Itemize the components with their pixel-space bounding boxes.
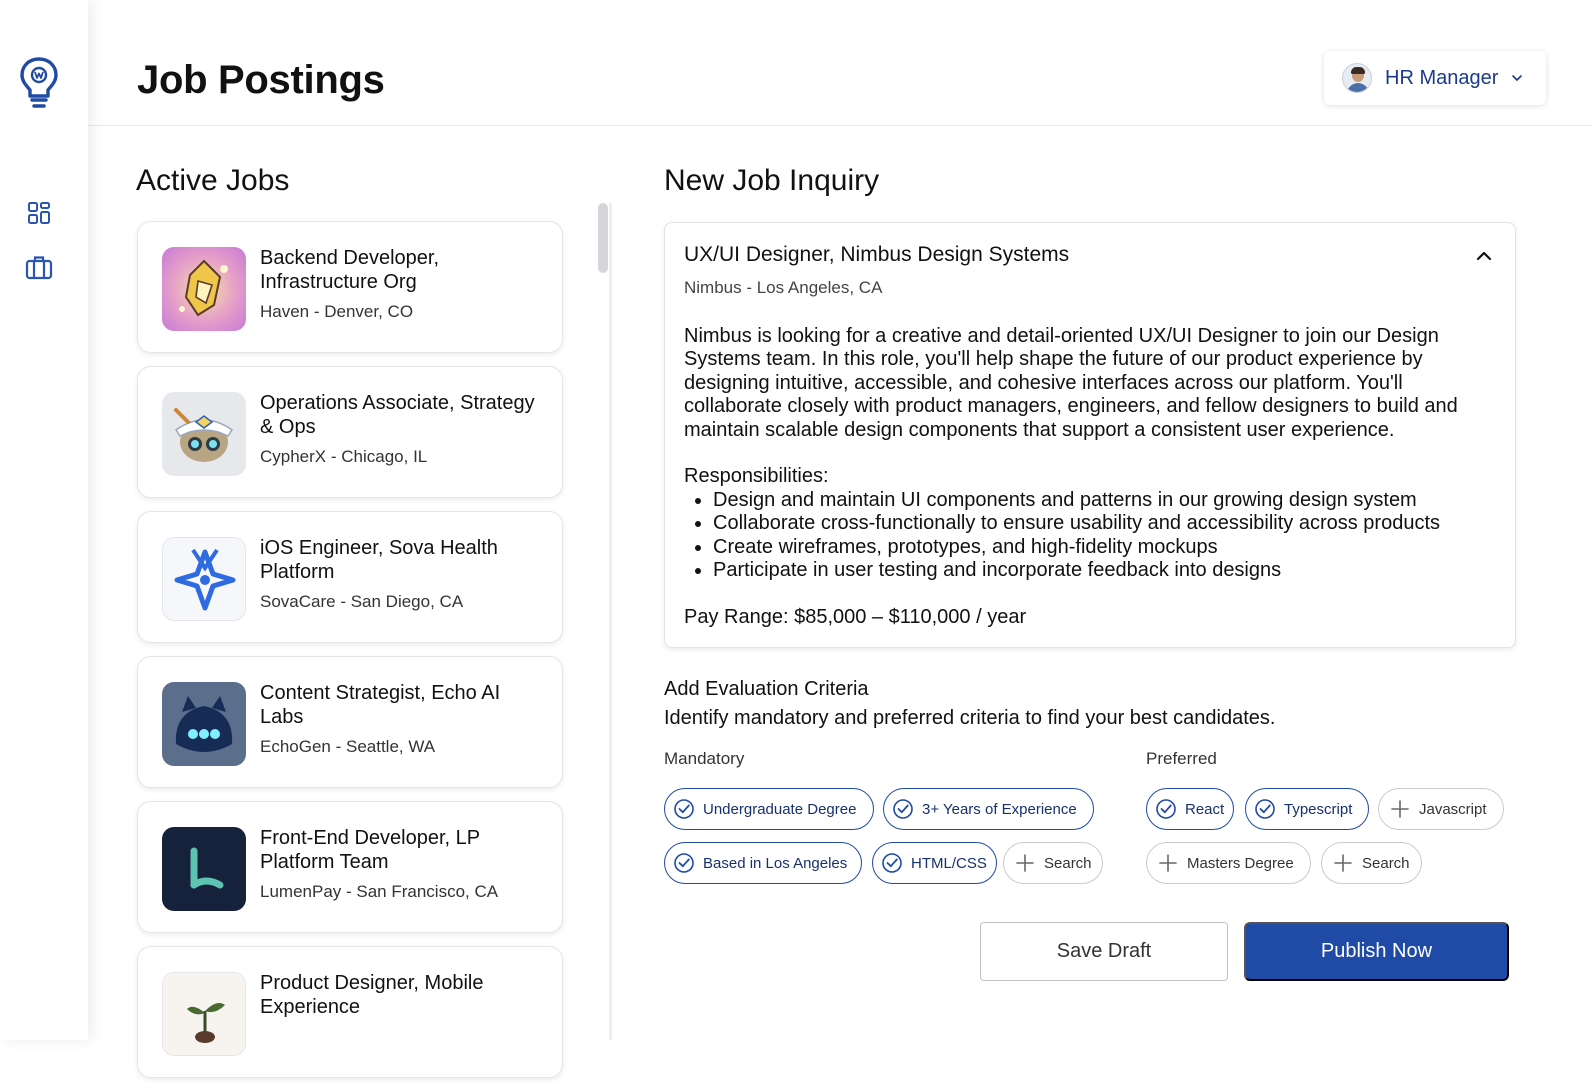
scroll-track — [609, 203, 612, 1040]
inquiry-job-title: UX/UI Designer, Nimbus Design Systems — [684, 243, 1070, 266]
criteria-chip-selected[interactable] — [664, 788, 874, 830]
chip-label: Typescript — [1284, 800, 1353, 818]
job-title: iOS Engineer, Sova Health Platform — [260, 537, 498, 583]
list-item: • Create wireframes, prototypes, and high-fidelity mockups — [713, 536, 1499, 559]
page-header — [88, 0, 1592, 126]
sovacare-logo — [162, 537, 246, 621]
dashboard-grid-icon[interactable] — [26, 200, 52, 226]
mandatory-label: Mandatory — [664, 749, 745, 768]
check-circle-icon — [881, 852, 903, 874]
criteria-chip-selected[interactable] — [883, 788, 1094, 830]
lumenpay-logo — [162, 827, 246, 911]
job-company-location: LumenPay - San Francisco, CA — [260, 882, 499, 901]
echogen-logo — [162, 682, 246, 766]
responsibilities-list — [713, 489, 1499, 583]
criteria-search-chip[interactable] — [1003, 842, 1103, 884]
publish-now-button[interactable]: Publish Now — [1244, 922, 1509, 981]
job-card[interactable] — [137, 511, 563, 643]
job-title: Front-End Developer, LP Platform Team — [260, 827, 480, 873]
active-jobs-list — [137, 221, 563, 1091]
check-circle-icon — [892, 798, 914, 820]
job-company-location: SovaCare - San Diego, CA — [260, 592, 464, 611]
plus-icon — [1332, 852, 1354, 874]
job-title: Backend Developer, Infrastructure Org — [260, 247, 440, 293]
chip-label: Masters Degree — [1187, 854, 1294, 872]
job-company-location: Haven - Denver, CO — [260, 302, 414, 321]
scrollbar-thumb[interactable] — [598, 203, 608, 273]
chip-label: HTML/CSS — [911, 854, 987, 872]
plus-icon — [1389, 798, 1411, 820]
check-circle-icon — [673, 798, 695, 820]
criteria-add-chip[interactable] — [1378, 788, 1504, 830]
list-item: • Design and maintain UI components and patterns in our growing design system — [713, 489, 1499, 512]
criteria-title: Add Evaluation Criteria — [664, 678, 869, 700]
criteria-chip-selected[interactable] — [1146, 788, 1234, 830]
sprout-logo — [162, 972, 246, 1056]
check-circle-icon — [1254, 798, 1276, 820]
responsibilities-label: Responsibilities: — [684, 465, 829, 488]
criteria-subtitle: Identify mandatory and preferred criteria to find your best candidates. — [664, 707, 1276, 729]
sidebar — [0, 0, 88, 1040]
job-card[interactable] — [137, 801, 563, 933]
preferred-label: Preferred — [1146, 749, 1217, 768]
chip-label: Search — [1362, 854, 1410, 872]
criteria-chip-selected[interactable] — [1245, 788, 1369, 830]
avatar — [1342, 63, 1372, 93]
job-card[interactable] — [137, 946, 563, 1078]
job-card[interactable] — [137, 656, 563, 788]
job-card[interactable] — [137, 366, 563, 498]
job-title: Product Designer, Mobile Experience — [260, 972, 484, 1018]
job-title: Content Strategist, Echo AI Labs — [260, 682, 501, 728]
plus-icon — [1014, 852, 1036, 874]
job-company-location: CypherX - Chicago, IL — [260, 447, 428, 466]
job-company-location: EchoGen - Seattle, WA — [260, 737, 436, 756]
job-title: Operations Associate, Strategy & Ops — [260, 392, 535, 438]
briefcase-icon[interactable] — [25, 254, 53, 280]
pay-range: Pay Range: $85,000 – $110,000 / year — [684, 605, 1027, 628]
new-job-inquiry-title: New Job Inquiry — [664, 164, 880, 197]
check-circle-icon — [1155, 798, 1177, 820]
chip-label: Undergraduate Degree — [703, 800, 857, 818]
save-draft-button[interactable]: Save Draft — [980, 922, 1228, 981]
page-title: Job Postings — [137, 58, 385, 102]
cypherx-logo — [162, 392, 246, 476]
chip-label: React — [1185, 800, 1225, 818]
chip-label: Javascript — [1419, 800, 1487, 818]
criteria-chip-selected[interactable] — [664, 842, 862, 884]
chevron-up-icon[interactable] — [1475, 247, 1493, 265]
check-circle-icon — [673, 852, 695, 874]
job-inquiry-panel — [664, 222, 1516, 648]
lightbulb-logo-icon[interactable] — [19, 56, 59, 110]
plus-icon — [1157, 852, 1179, 874]
inquiry-company-location: Nimbus - Los Angeles, CA — [684, 278, 883, 297]
chevron-down-icon — [1510, 71, 1524, 85]
criteria-search-chip[interactable] — [1321, 842, 1422, 884]
chip-label: 3+ Years of Experience — [922, 800, 1077, 818]
inquiry-description — [684, 325, 1499, 629]
list-item: • Participate in user testing and incorporate feedback into designs — [713, 559, 1499, 582]
job-card[interactable] — [137, 221, 563, 353]
criteria-chip-selected[interactable] — [872, 842, 997, 884]
criteria-add-chip[interactable] — [1146, 842, 1311, 884]
user-menu-button[interactable] — [1324, 51, 1546, 105]
user-name: HR Manager — [1385, 66, 1499, 89]
haven-logo — [162, 247, 246, 331]
chip-label: Based in Los Angeles — [703, 854, 848, 872]
list-item: • Collaborate cross-functionally to ensure usability and accessibility across products — [713, 512, 1499, 535]
chip-label: Search — [1044, 854, 1092, 872]
description-text: Nimbus is looking for a creative and detail-oriented UX/UI Designer to join our Design Systems team. In this role, you'll help shape the future of our product experience by designing intuitive, accessible, and cohesive interfaces across our platform. You'll collaborate closely with product managers, engineers, and fellow designers to build and maintain scalable design components that support a consistent user experience. — [684, 325, 1458, 441]
active-jobs-title: Active Jobs — [136, 164, 290, 197]
